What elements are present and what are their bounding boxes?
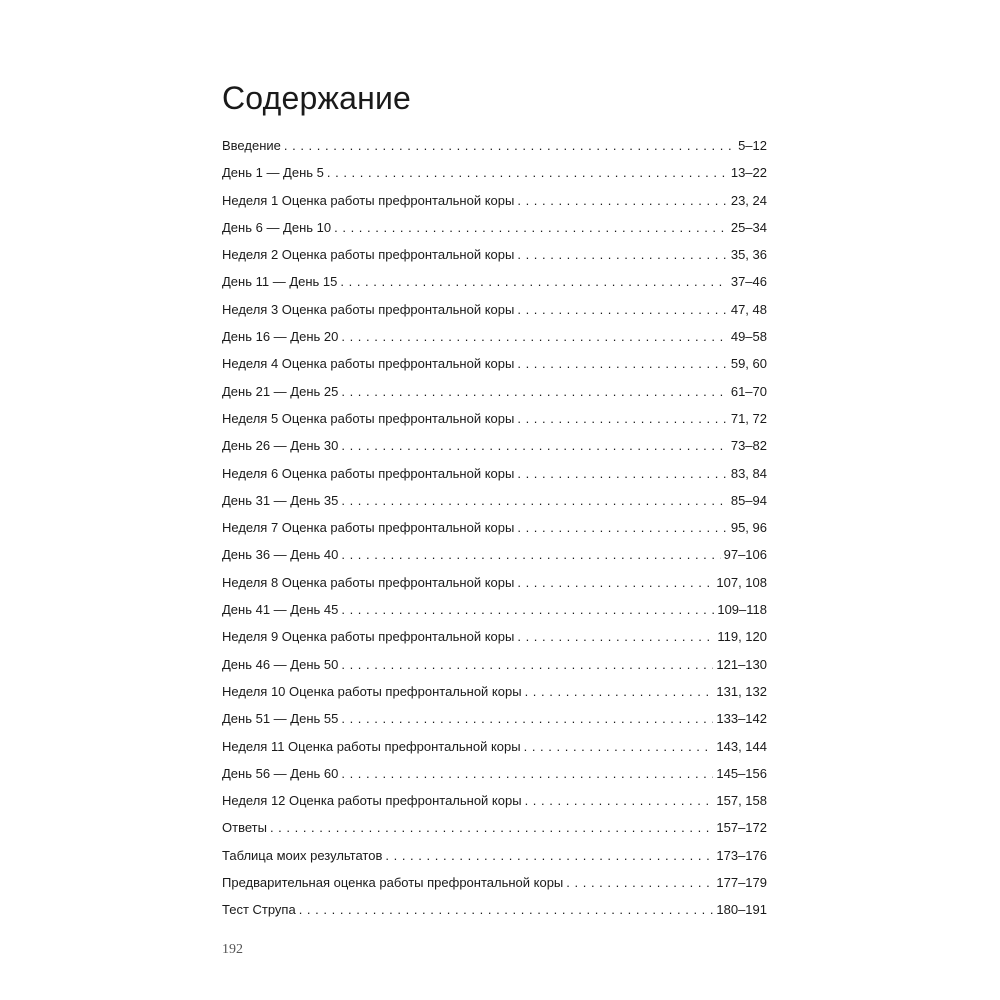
dot-leader [341,432,728,459]
toc-entry-pages: 131, 132 [716,683,767,699]
toc-entry [222,842,767,869]
dot-leader [270,814,713,841]
toc-entry-label: Неделя 7 Оценка работы префронтальной коры [222,520,515,536]
toc-entry [222,323,767,350]
toc-entry-pages: 173–176 [716,847,767,863]
dot-leader [517,350,728,377]
toc-entry [222,705,767,732]
toc-entry [222,405,767,432]
toc-entry-label: День 56 — День 60 [222,765,339,781]
toc-entry-pages: 145–156 [716,765,767,781]
toc-entry [222,241,767,268]
toc-entry-label: Неделя 9 Оценка работы префронтальной коры [222,629,515,645]
toc-entry-label: Введение [222,138,281,153]
toc-entry [222,132,767,159]
toc-entry [222,487,767,514]
toc-entry [222,651,767,678]
dot-leader [341,705,713,732]
dot-leader [525,787,714,814]
toc-entry-pages: 37–46 [730,274,767,290]
toc-entry-label: Неделя 8 Оценка работы префронтальной коры [222,574,515,590]
toc-entry-label: День 46 — День 50 [222,656,339,672]
toc-entry [222,214,767,241]
toc-entry-pages: 121–130 [716,656,767,672]
toc-entry-label: Тест Струпа [222,902,296,918]
toc-entry-pages: 157–172 [716,820,767,836]
dot-leader [517,623,714,650]
toc-entry-label: День 36 — День 40 [222,547,339,563]
dot-leader [517,296,728,323]
toc-entry [222,569,767,596]
toc-entry [222,869,767,896]
toc-entry-label: День 1 — День 5 [222,165,324,181]
toc-entry-label: Неделя 5 Оценка работы префронтальной коры [222,410,515,426]
toc-entry-pages: 13–22 [730,165,767,181]
toc-entry-pages: 25–34 [730,219,767,235]
dot-leader [524,733,714,760]
dot-leader [517,514,728,541]
toc-entry [222,760,767,787]
toc-entry [222,814,767,841]
toc-entry [222,787,767,814]
dot-leader [517,405,728,432]
toc-entry-pages: 61–70 [730,383,767,399]
toc-entry-pages: 23, 24 [730,192,767,208]
toc-entry [222,350,767,377]
toc-entry-label: Неделя 3 Оценка работы префронтальной коры [222,301,515,317]
toc-entry-pages: 180–191 [716,902,767,918]
toc-entry-pages: 143, 144 [716,738,767,754]
toc-entry-label: Ответы [222,820,267,836]
toc-entry-pages: 107, 108 [716,574,767,590]
toc-entry-pages: 83, 84 [730,465,767,481]
toc-entry-label: Неделя 10 Оценка работы префронтальной коры [222,683,522,699]
toc-entry-label: День 26 — День 30 [222,438,339,454]
toc-entry-label: День 51 — День 55 [222,711,339,727]
toc-entry-pages: 119, 120 [717,629,767,645]
toc-entry-label: Неделя 2 Оценка работы префронтальной коры [222,247,515,263]
toc-entry-pages: 59, 60 [730,356,767,372]
toc-entry-pages: 73–82 [730,438,767,454]
toc-entry-pages: 177–179 [716,875,767,891]
toc-entry [222,896,767,923]
toc-entry-pages: 71, 72 [730,410,767,426]
dot-leader [517,241,728,268]
toc-entry-label: Неделя 6 Оценка работы префронтальной коры [222,465,515,481]
toc-entry [222,432,767,459]
toc-entry-pages: 35, 36 [730,247,767,263]
dot-leader [284,132,735,159]
toc-entry-label: Предварительная оценка работы префронтальной коры [222,875,564,891]
toc-entry-pages: 133–142 [716,711,767,727]
page-number: 192 [222,942,243,957]
dot-leader [341,487,728,514]
toc-entry-label: День 11 — День 15 [222,274,338,290]
dot-leader [341,596,714,623]
toc-entry [222,514,767,541]
toc-entry [222,268,767,295]
toc-entry-label: Неделя 4 Оценка работы префронтальной коры [222,356,515,372]
toc-entry [222,678,767,705]
toc-entry-label: Неделя 12 Оценка работы префронтальной коры [222,793,522,809]
dot-leader [341,541,720,568]
toc-entry [222,159,767,186]
toc-entry [222,596,767,623]
dot-leader [517,187,728,214]
dot-leader [566,869,713,896]
toc-entry-pages: 109–118 [717,602,767,618]
dot-leader [341,651,713,678]
toc-entry-label: День 31 — День 35 [222,492,339,508]
toc-entry-label: День 21 — День 25 [222,383,339,399]
page-title: Содержание [222,80,412,116]
toc-entry [222,460,767,487]
toc-entry-label: Таблица моих результатов [222,847,383,863]
toc-entry-pages: 49–58 [730,329,767,345]
toc-entry-label: День 16 — День 20 [222,329,339,345]
dot-leader [340,268,727,295]
dot-leader [299,896,714,923]
toc-entry-pages: 97–106 [723,547,767,563]
toc-entry-label: Неделя 11 Оценка работы префронтальной коры [222,738,521,754]
dot-leader [327,159,728,186]
toc-entry [222,296,767,323]
toc-entry-pages: 95, 96 [730,520,767,536]
dot-leader [334,214,728,241]
toc-entry-pages: 157, 158 [716,793,767,809]
toc-entry [222,378,767,405]
toc-entry [222,541,767,568]
dot-leader [517,569,713,596]
toc-entry-pages: 47, 48 [730,301,767,317]
toc-entry-label: День 41 — День 45 [222,602,339,618]
dot-leader [385,842,713,869]
toc-entry-label: День 6 — День 10 [222,219,332,235]
dot-leader [517,460,728,487]
toc-entry-pages: 85–94 [730,492,767,508]
dot-leader [341,323,728,350]
table-of-contents [222,132,767,924]
toc-entry-label: Неделя 1 Оценка работы префронтальной коры [222,192,515,208]
toc-entry [222,733,767,760]
dot-leader [341,378,728,405]
dot-leader [341,760,713,787]
toc-entry-pages: 5–12 [738,138,767,153]
toc-entry [222,623,767,650]
dot-leader [525,678,714,705]
toc-entry [222,187,767,214]
